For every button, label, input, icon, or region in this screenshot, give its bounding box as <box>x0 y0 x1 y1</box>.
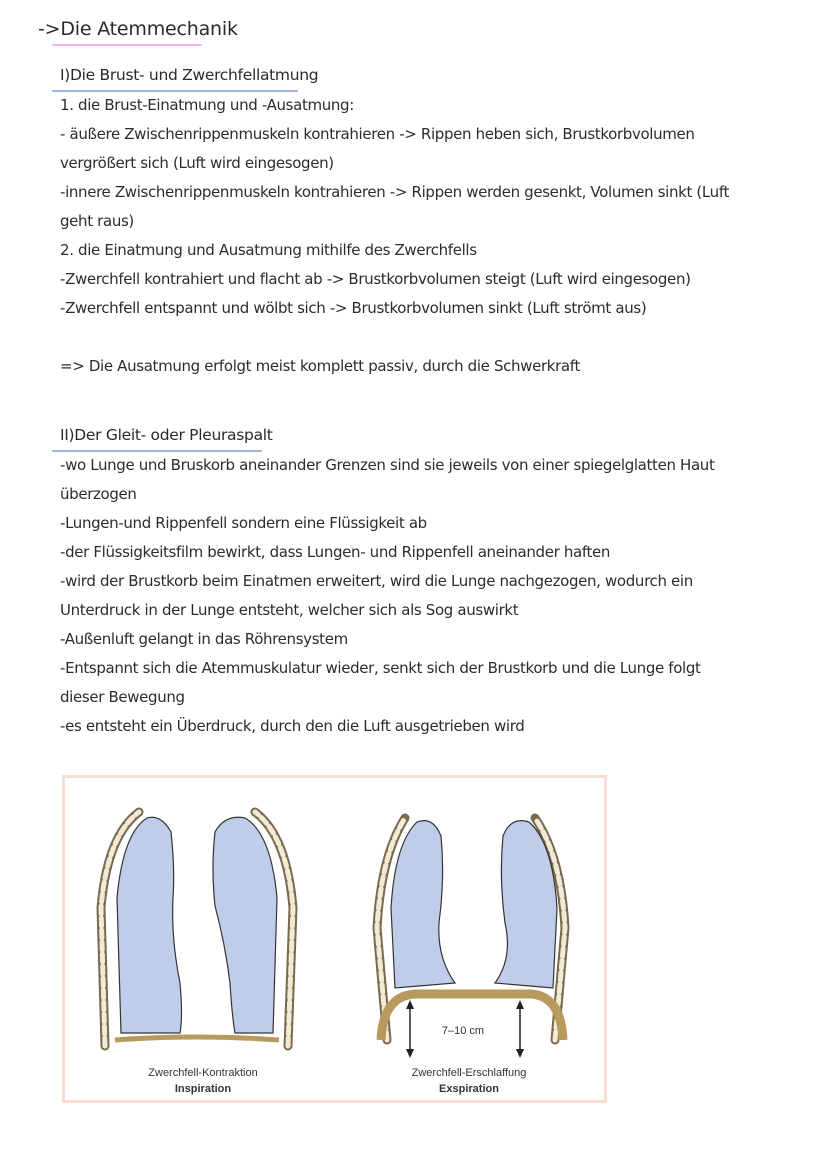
section2-line: -Entspannt sich die Atemmuskulatur wieder, senkt sich der Brustkorb und die Lunge folgt <box>60 659 701 677</box>
inspiration-thorax <box>101 812 293 1046</box>
section1-line: 1. die Brust-Einatmung und -Ausatmung: <box>60 96 354 114</box>
title-underline <box>52 44 202 46</box>
section1-line: 2. die Einatmung und Ausatmung mithilfe des Zwerchfells <box>60 241 477 259</box>
section1-line: -innere Zwischenrippenmuskeln kontrahieren -> Rippen werden gesenkt, Volumen sinkt (Luft <box>60 183 730 201</box>
measure-label: 7–10 cm <box>441 1025 485 1037</box>
section1-conclusion: => Die Ausatmung erfolgt meist komplett passiv, durch die Schwerkraft <box>60 357 580 375</box>
section2-line: -wo Lunge und Bruskorb aneinander Grenzen sind sie jeweils von einer spiegelglatten Haut <box>60 456 715 474</box>
section2-line: -wird der Brustkorb beim Einatmen erweitert, wird die Lunge nachgezogen, wodurch ein <box>60 572 693 590</box>
page-title: ->Die Atemmechanik <box>38 18 238 40</box>
section2-underline <box>52 450 262 452</box>
section1-line: vergrößert sich (Luft wird eingesogen) <box>60 154 334 172</box>
right-label: Exspiration <box>439 1083 499 1095</box>
section2-line: dieser Bewegung <box>60 688 185 706</box>
section1-underline <box>52 90 298 92</box>
breathing-diagram <box>62 775 607 1103</box>
section1-line: -Zwerchfell kontrahiert und flacht ab -> Brustkorbvolumen steigt (Luft wird eingesogen) <box>60 270 691 288</box>
section2-line: Unterdruck in der Lunge entsteht, welcher sich als Sog auswirkt <box>60 601 519 619</box>
left-lung-1 <box>117 817 182 1033</box>
diaphragm-flat <box>115 1037 279 1040</box>
section1-heading: I)Die Brust- und Zwerchfellatmung <box>60 66 319 84</box>
section2-line: überzogen <box>60 485 137 503</box>
left-caption: Zwerchfell-Kontraktion <box>148 1067 258 1079</box>
left-label: Inspiration <box>174 1083 232 1095</box>
section2-line: -es entsteht ein Überdruck, durch den die Luft ausgetrieben wird <box>60 717 525 735</box>
right-lung-1 <box>391 821 455 988</box>
right-caption: Zwerchfell-Erschlaffung <box>411 1067 527 1079</box>
exspiration-thorax <box>377 818 565 1058</box>
section1-line: - äußere Zwischenrippenmuskeln kontrahieren -> Rippen heben sich, Brustkorbvolumen <box>60 125 695 143</box>
section1-line: -Zwerchfell entspannt und wölbt sich -> Brustkorbvolumen sinkt (Luft strömt aus) <box>60 299 647 317</box>
section1-line: geht raus) <box>60 212 134 230</box>
section2-line: -Außenluft gelangt in das Röhrensystem <box>60 630 348 648</box>
section2-line: -der Flüssigkeitsfilm bewirkt, dass Lungen- und Rippenfell aneinander haften <box>60 543 611 561</box>
left-lung-2 <box>213 817 277 1033</box>
section2-line: -Lungen-und Rippenfell sondern eine Flüssigkeit ab <box>60 514 427 532</box>
section2-heading: II)Der Gleit- oder Pleuraspalt <box>60 426 273 444</box>
